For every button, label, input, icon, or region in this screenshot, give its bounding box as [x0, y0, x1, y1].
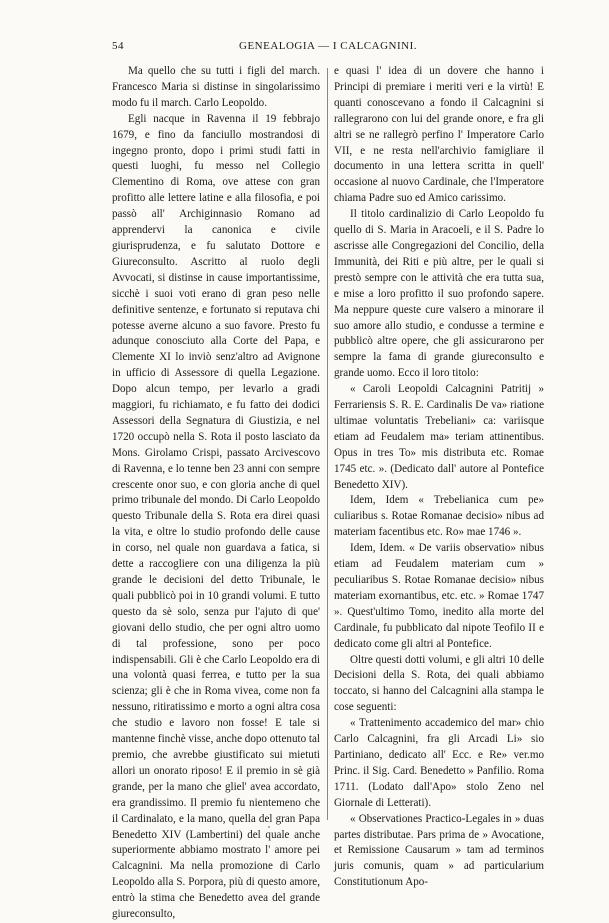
- paragraph: Oltre questi dotti volumi, e gli altri 10 delle Decisioni della S. Rota, dei quali abbiamo toccato, si hanno del Calcagnini alla stampa le cose seguenti:: [334, 653, 544, 714]
- right-column: [334, 64, 544, 891]
- paragraph: Egli nacque in Ravenna il 19 febbrajo 1679, e fino da fanciullo mostrandosi di ingegno pronto, dopo i primi studi fatti in questi luoghi, fu messo nel Collegio Clementino di Roma, ove attese con gran profitto alle lettere latine e alla filosofia, e poi passò all' Archiginnasio Romano ad apprendervi la canonica e civile giurisprudenza, e fu salutato Dottore e Giureconsulto. Ascritto al ruolo degli Avvocati, si distinse in cause importantissime, sicchè i suoi voti erano di gran peso nelle definitive sentenze, e fortunato si reputava chi potesse averne alcuno a suo favore. Presto fu adunque conosciuto alla Corte del Papa, e Clemente XI lo inviò senz'altro ad Avignone in ufficio di Assessore di quella Legazione. Dopo alcun tempo, per levarlo a gradi maggiori, fu richiamato, e fu fatto dei dodici Assessori della Segnatura di Giustizia, e nel 1720 occupò nella S. Rota il posto lasciato da Mons. Girolamo Crispi, passato Arcivescovo di Ravenna, e lo tenne ben 23 anni con sempre crescente onor suo, e con gloria anche di quel primo tribunale del mondo. Di Carlo Leopoldo questo Tribunale della S. Rota era direi quasi la vita, e oltre lo studio profondo delle cause in corso, nel quale non guardava a fatica, si dette a raccogliere con una diligenza la più grande le decisioni del detto Tribunale, le quali pubblicò poi in 10 grandi volumi. E tutto questo da sè solo, senza pur l'ajuto di que' giovani dello studio, che per ogni altro uomo di tal professione, sono per poco indispensabili. Gli è che Carlo Leopoldo era di una volontà quasi ferrea, e tutto per la sua scienza; gli è che in Roma vivea, come non fa nessuno, ritiratissimo e morto a ogni altra cosa che studio e lavoro non fosse! E tale si mantenne finchè visse, anche dopo ottenuto tal premio, che avrebbe giustificato sui mietuti allori un onorato riposo! E il premio in sè già grande, per la mano che gliel' avea accordato, era grandissimo. Il premio fu nientemeno che il Cardinalato, e la mano, quella del gran Papa Benedetto XIV (Lambertini) del quale anche superiormente abbiamo mostrato l' amore pei Calcagnini. Ma nella promozione di Carlo Leopoldo alla S. Porpora, più di questo amore, entrò la stima che Benedetto avea del grande giureconsulto,: [112, 112, 320, 921]
- column-divider: [327, 68, 328, 820]
- page-header: [112, 40, 544, 56]
- left-column: [112, 64, 320, 923]
- page-number: 54: [112, 40, 124, 52]
- paragraph: Ma quello che su tutti i figli del march. Francesco Maria si distinse in singolarissimo modo fu il march. Carlo Leopoldo.: [112, 65, 320, 109]
- paper-speck: [268, 826, 270, 828]
- citation-paragraph: « Observationes Practico-Legales in » duas partes distributae. Pars prima de » Avocatione, et Remissione Causarum » tam ad terminos juris comunis, quam » ad particularium Constitutionum Apo-: [334, 812, 544, 889]
- paragraph: Il titolo cardinalizio di Carlo Leopoldo fu quello di S. Maria in Aracoeli, e il S. Padre lo ascrisse alle Congregazioni del Concilio, della Immunità, dei Riti e più altre, per le quali si prestò sempre con le attività che era tutta sua, e mise a loro profitto il suo profondo sapere. Ma neppure queste cure valsero a minorare il suo amore allo studio, e condusse a termine e pubblicò altre opere, che gli assicurarono per sempre la fama di grande giureconsulto e grande uomo. Ecco il loro titolo:: [334, 208, 544, 380]
- running-title: GENEALOGIA — I CALCAGNINI.: [239, 40, 417, 52]
- paragraph: e quasi l' idea di un dovere che hanno i Principi di premiare i meriti veri e la virtù! E quanti conoscevano a fondo il Calcagnini si rallegrarono con lui del grande onore, e fra gli altri se ne rallegrò perfino l' Imperatore Carlo VII, e ne resta nell'archivio famigliare il documento in una lettera scritta in quell' occasione al nuovo Cardinale, che l'Imperatore chiama Padre suo ed Amico carissimo.: [334, 65, 544, 205]
- citation-paragraph: Idem, Idem « Trebelianica cum pe» culiaribus s. Rotae Romanae decisio» nibus ad materiam facentibus etc. Ro» mae 1746 ».: [334, 494, 544, 539]
- citation-paragraph: Idem, Idem. « De variis observatio» nibus etiam ad Feudalem materiam cum » peculiaribus S. Rotae Romanae decisio» nibus materiam exornantibus, etc. etc. » Romae 1747 ». Quest'ultimo Tomo, inedito alla morte del Cardinale, fu pubblicato dal nipote Teofilo II e dedicato come gli altri al Pontefice.: [334, 542, 544, 650]
- citation-paragraph: « Trattenimento accademico del mar» chio Carlo Calcagnini, fra gli Arcadi Li» sio Partiniano, dedicato all' Ecc. e Re» ver.mo Princ. il Sig. Card. Benedetto » Panfilio. Roma 1711. (Lodato dall'Apo» stolo Zeno nel Giornale di Letterati).: [334, 717, 544, 809]
- citation-paragraph: « Caroli Leopoldi Calcagnini Patritij » Ferrariensis S. R. E. Cardinalis De va» riatione ultimae voluntatis Trebeliani» ca: variisque etiam ad Feudalem ma» teriam attinentibus. Opus in tres To» mis distributa etc. Romae 1745 etc. ». (Dedicato dall' autore al Pontefice Benedetto XIV).: [334, 383, 544, 491]
